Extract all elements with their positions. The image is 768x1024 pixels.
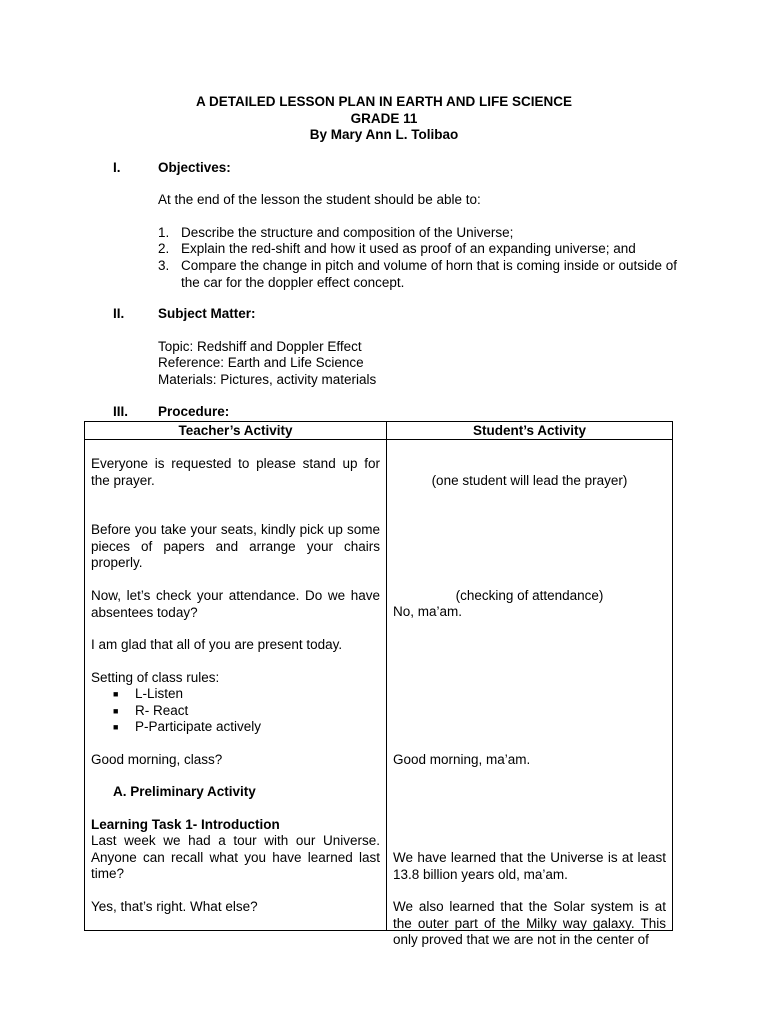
rule-item: ■ L-Listen (113, 686, 184, 701)
topic-line: Topic: Redshiff and Doppler Effect (158, 339, 362, 354)
preliminary-activity-heading: A. Preliminary Activity (113, 784, 256, 799)
student-answer-2: We also learned that the Solar system is at the outer part of the Milky way galaxy. This only proved that we are not in the center of (393, 899, 666, 947)
class-rules-list (91, 686, 380, 736)
rule-item: ■ R- React (113, 702, 189, 718)
student-attendance-note: (checking of attendance) (455, 588, 604, 603)
student-activity-cell (387, 440, 673, 947)
teacher-prayer: Everyone is requested to please stand up for the prayer. (91, 456, 380, 488)
objective-item: Describe the structure and composition of the Universe; (181, 225, 514, 240)
objective-number: 2. (158, 241, 170, 256)
materials-line: Materials: Pictures, activity materials (158, 372, 377, 387)
procedure-table (84, 421, 673, 947)
teacher-activity-header: Teacher’s Activity (85, 422, 387, 440)
student-greeting: Good morning, ma’am. (393, 752, 531, 767)
teacher-followup: Yes, that’s right. What else? (91, 899, 258, 914)
student-prayer: (one student will lead the prayer) (431, 473, 628, 488)
grade-label: GRADE 11 (350, 111, 418, 126)
subject-matter-numeral: II. (113, 306, 125, 321)
document-title: A DETAILED LESSON PLAN IN EARTH AND LIFE SCIENCE (195, 94, 573, 109)
teacher-glad: I am glad that all of you are present today. (91, 637, 343, 652)
class-rules-intro: Setting of class rules: (91, 670, 220, 685)
reference-line: Reference: Earth and Life Science (158, 355, 364, 370)
student-attendance-reply: No, ma’am. (393, 604, 463, 619)
square-bullet-icon: ■ (113, 722, 119, 732)
objective-item: Explain the red-shift and how it used as proof of an expanding universe; and (181, 241, 636, 256)
objective-number: 1. (158, 225, 170, 240)
learning-task-text: Last week we had a tour with our Universe. Anyone can recall what you have learned last time? (91, 833, 380, 881)
student-answer-1: We have learned that the Universe is at least 13.8 billion years old, ma’am. (393, 850, 666, 882)
procedure-heading: Procedure: (158, 404, 230, 419)
objective-item: Compare the change in pitch and volume of horn that is coming inside or outside of the car for the doppler effect concept. (181, 258, 678, 290)
teacher-greeting: Good morning, class? (91, 752, 223, 767)
teacher-attendance: Now, let’s check your attendance. Do we have absentees today? (91, 588, 380, 620)
objectives-heading: Objectives: (158, 160, 231, 175)
objectives-intro: At the end of the lesson the student should be able to: (158, 192, 481, 207)
teacher-seats: Before you take your seats, kindly pick up some pieces of papers and arrange your chairs properly. (91, 522, 380, 570)
rule-item: ■ P-Participate actively (113, 719, 262, 734)
teacher-activity-cell (85, 440, 387, 931)
subject-matter-heading: Subject Matter: (158, 306, 256, 321)
square-bullet-icon: ■ (113, 705, 119, 716)
objective-number: 3. (158, 258, 170, 273)
author-line: By Mary Ann L. Tolibao (309, 127, 459, 142)
student-activity-header: Student’s Activity (387, 422, 673, 440)
procedure-numeral: III. (113, 404, 129, 419)
objectives-numeral: I. (113, 160, 121, 175)
square-bullet-icon: ■ (113, 689, 119, 699)
learning-task-title: Learning Task 1- Introduction (91, 817, 280, 832)
